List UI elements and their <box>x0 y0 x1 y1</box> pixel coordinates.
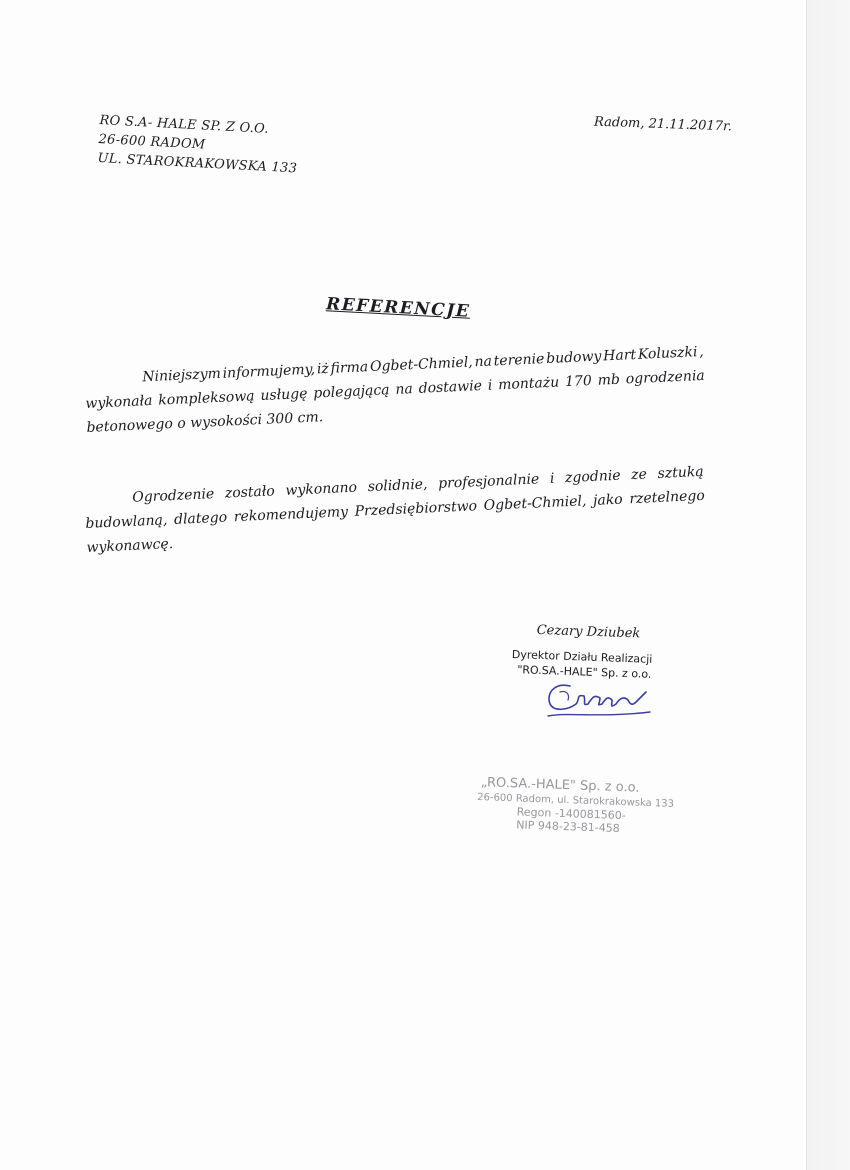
word: polegającą <box>312 382 390 402</box>
stamp-company: „RO.SA.-HALE" Sp. z o.o. <box>480 775 640 796</box>
company-stamp <box>476 775 678 837</box>
word: 170 <box>564 372 593 391</box>
signature-underline <box>548 712 650 716</box>
word: , <box>698 343 705 361</box>
sender-street: UL. STAROKRAKOWSKA 133 <box>97 150 298 177</box>
word: dostawie <box>418 377 483 397</box>
paragraph-2 <box>84 464 706 556</box>
paragraph-1 <box>84 344 706 436</box>
word: firma <box>330 359 369 377</box>
word: wykonano <box>285 479 358 499</box>
word: rzetelnego <box>629 487 706 508</box>
word: iż <box>316 360 330 378</box>
line-text: betonowego o wysokości 300 cm. <box>86 409 324 436</box>
sender-address <box>97 111 360 182</box>
signature-flourish <box>560 691 569 700</box>
word: ogrodzenia <box>625 367 706 388</box>
word: usługę <box>260 385 308 405</box>
word: Ogbet-Chmiel, <box>369 354 474 376</box>
stamp-regon: Regon -140081560- <box>516 805 626 823</box>
word: Koluszki <box>637 344 698 363</box>
signature-stroke <box>549 685 646 709</box>
word: Ogrodzenie <box>131 486 215 506</box>
page-edge-shadow <box>806 0 850 1170</box>
word: Przedsiębiorstwo <box>354 498 478 520</box>
signer-name: Cezary Dziubek <box>536 622 641 642</box>
word: Ogbet-Chmiel, <box>483 493 587 514</box>
word: zgodnie <box>564 467 621 487</box>
word: solidnie, <box>367 476 428 496</box>
word: rekomendujemy <box>233 504 349 526</box>
word: terenie <box>493 351 545 370</box>
word: Hart <box>602 346 637 365</box>
word: i <box>487 377 493 394</box>
word: dlatego <box>173 509 228 528</box>
word: sztuką <box>657 463 704 482</box>
sender-postcode: 26-600 RADOM <box>98 131 206 153</box>
signer-role: Dyrektor Działu Realizacji <box>511 647 653 666</box>
word: informujemy, <box>222 361 316 382</box>
sender-company: RO S.A- HALE SP. Z O.O. <box>99 112 270 137</box>
letter-title: REFERENCJE <box>325 294 471 322</box>
word: kompleksową <box>157 388 255 409</box>
word: profesjonalnie <box>437 471 540 492</box>
stamp-address: 26-600 Radom, ul. Starokrakowska 133 <box>477 791 675 810</box>
word: i <box>549 470 555 487</box>
word: budowlaną, <box>85 512 168 532</box>
handwritten-signature <box>540 672 660 722</box>
letter-date: Radom, 21.11.2017r. <box>593 114 733 135</box>
word: budowy <box>545 348 602 368</box>
line-text: wykonawcę. <box>86 536 174 556</box>
word: jako <box>592 491 624 509</box>
word: ze <box>630 466 648 484</box>
word: mb <box>597 371 621 389</box>
word: na <box>474 353 493 371</box>
word: wykonała <box>85 392 153 412</box>
word: zostało <box>224 483 276 502</box>
signer-company: "RO.SA.-HALE" Sp. z o.o. <box>517 663 652 681</box>
stamp-nip: NIP 948-23-81-458 <box>516 818 620 835</box>
word: montażu <box>497 374 560 394</box>
word: na <box>395 381 414 398</box>
word: Niniejszym <box>141 365 222 386</box>
